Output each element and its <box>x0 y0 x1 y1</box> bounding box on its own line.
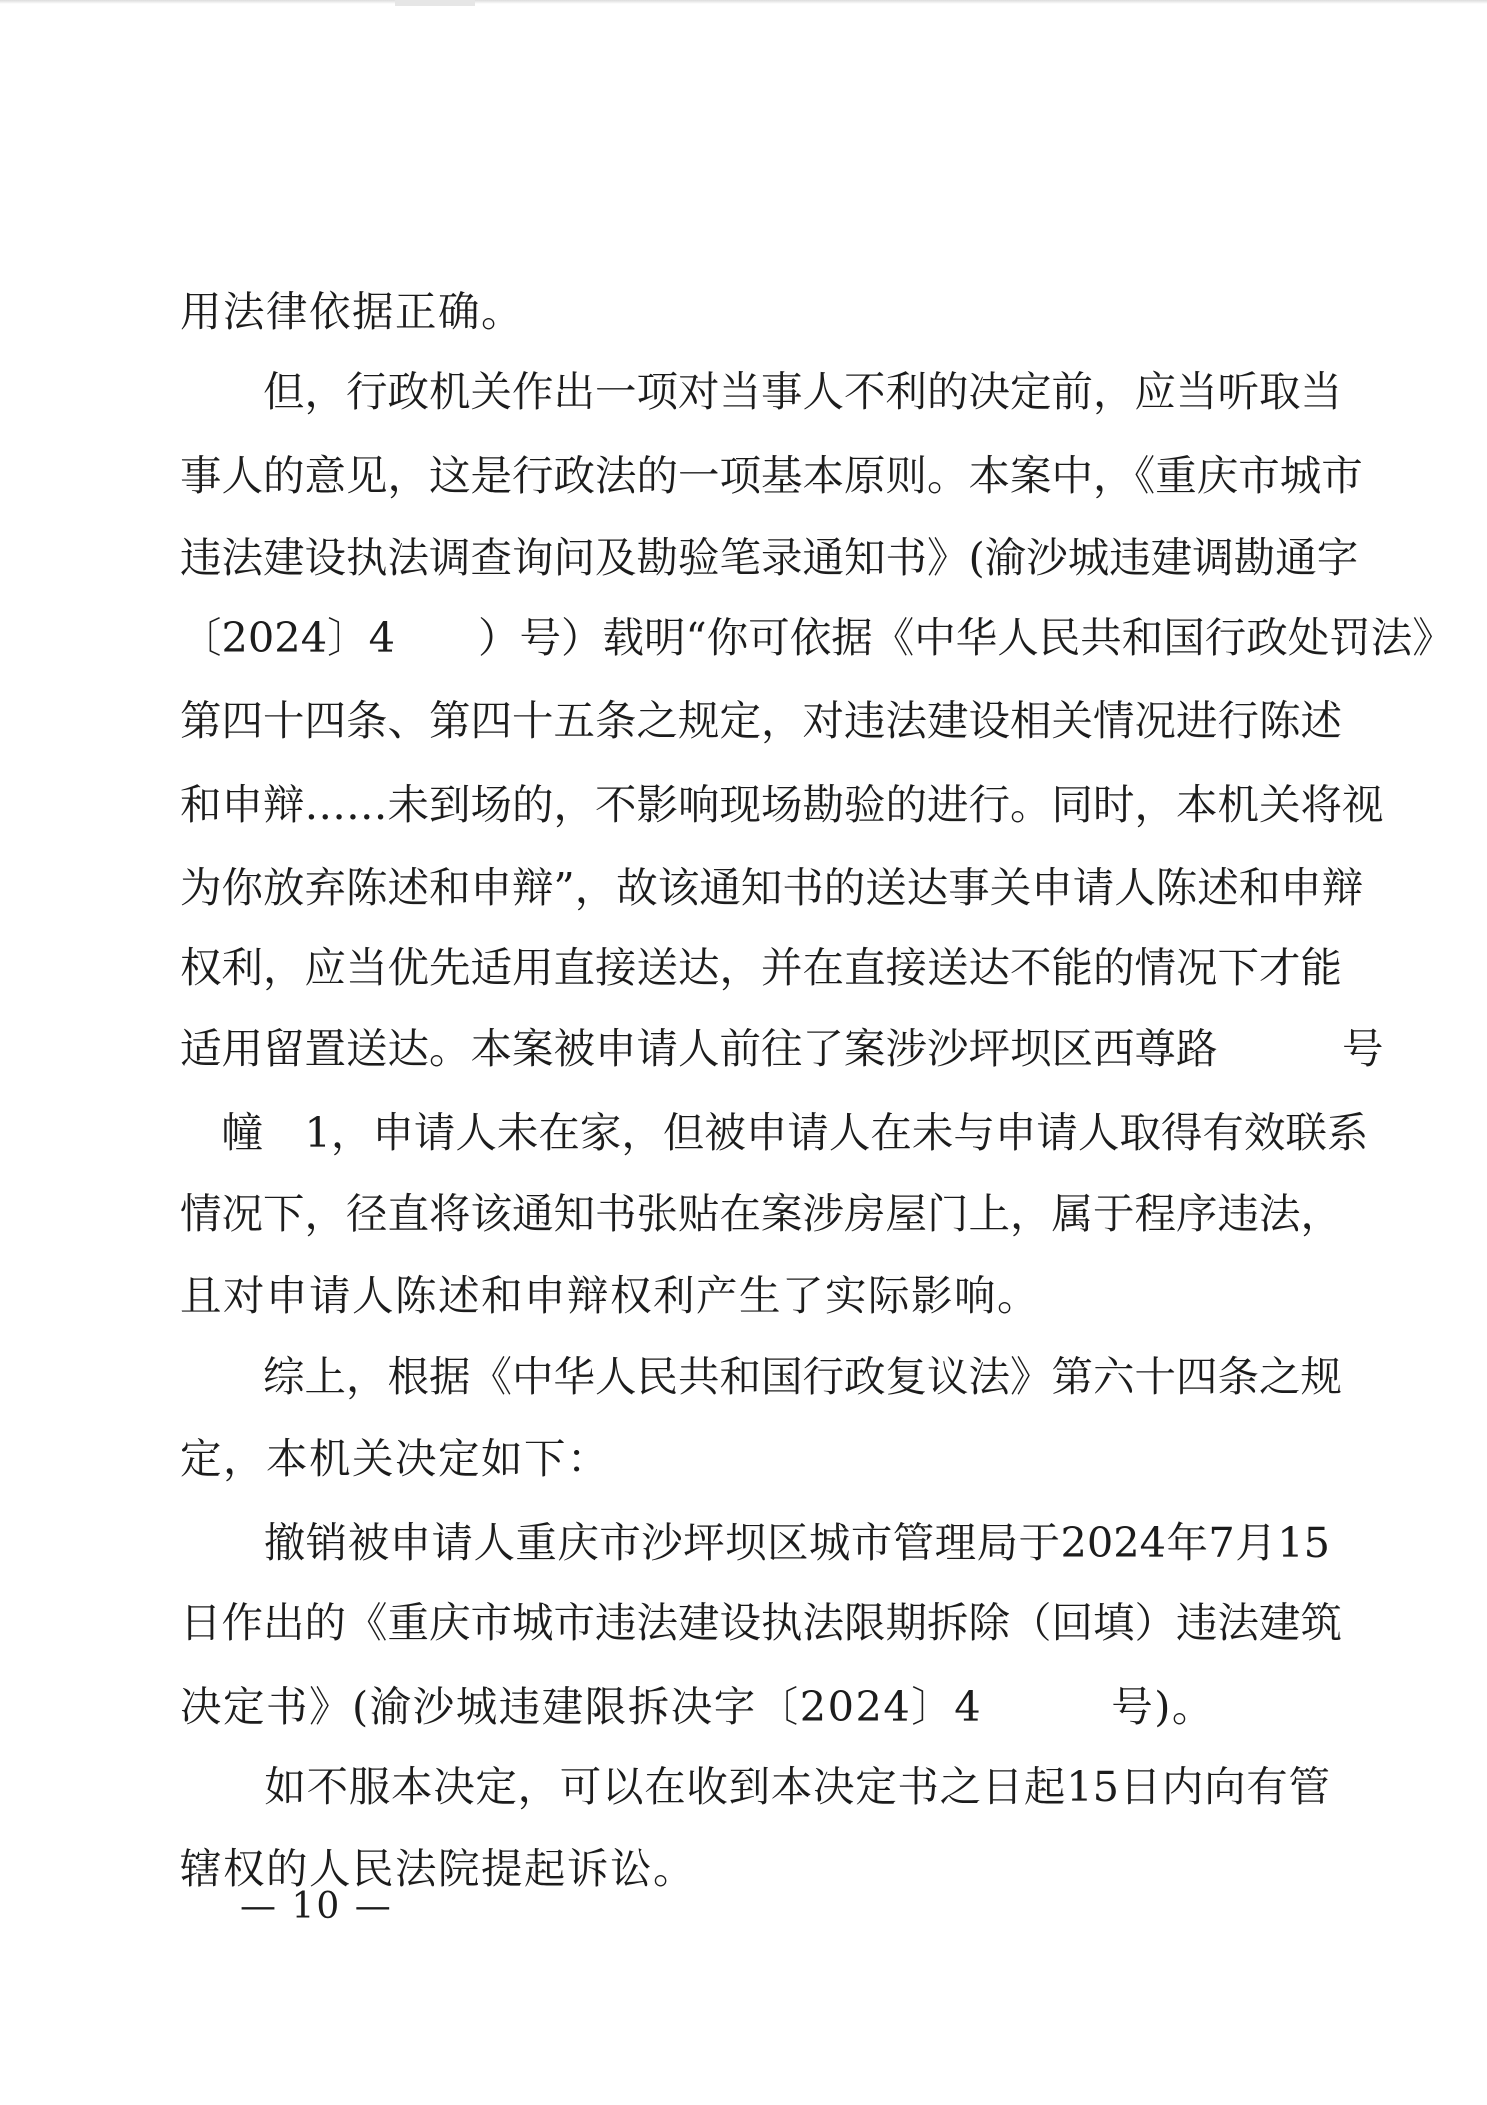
paragraph-line: 第四十四条、第四十五条之规定，对违法建设相关情况进行陈述 <box>180 696 1343 745</box>
paragraph-line: 撤销被申请人重庆市沙坪坝区城市管理局于2024年7月15 <box>180 1518 1330 1567</box>
paragraph-line: 综上，根据《中华人民共和国行政复议法》第六十四条之规 <box>180 1352 1343 1401</box>
paragraph-line: 如不服本决定，可以在收到本决定书之日起15日内向有管 <box>180 1762 1330 1811</box>
paragraph-line: 权利，应当优先适用直接送达，并在直接送达不能的情况下才能 <box>180 943 1343 992</box>
paragraph-line: 情况下，径直将该通知书张贴在案涉房屋门上，属于程序违法， <box>180 1189 1343 1238</box>
paragraph-line: 且对申请人陈述和申辩权利产生了实际影响。 <box>180 1271 1041 1320</box>
paragraph-line: 违法建设执法调查询问及勘验笔录通知书》(渝沙城违建调勘通字 <box>180 533 1359 582</box>
paragraph-line: 定，本机关决定如下： <box>180 1434 611 1483</box>
paragraph-line: 用法律依据正确。 <box>180 287 525 336</box>
paragraph-line: 但，行政机关作出一项对当事人不利的决定前，应当听取当 <box>180 367 1343 416</box>
page-top-edge <box>0 0 1487 4</box>
paragraph-line: 事人的意见，这是行政法的一项基本原则。本案中，《重庆市城市 <box>180 451 1363 500</box>
paragraph-line: 日作出的《重庆市城市违法建设执法限期拆除（回填）违法建筑 <box>180 1598 1343 1647</box>
scan-artifact <box>395 0 475 6</box>
paragraph-line: 适用留置送达。本案被申请人前往了案涉沙坪坝区西尊路 号 <box>180 1024 1384 1073</box>
paragraph-line: 〔2024〕4 ）号）载明“你可依据《中华人民共和国行政处罚法》 <box>180 613 1454 662</box>
paragraph-line: 为你放弃陈述和申辩”，故该通知书的送达事关申请人陈述和申辩 <box>180 863 1364 912</box>
paragraph-line: 决定书》(渝沙城违建限拆决字〔2024〕4 号)。 <box>180 1682 1215 1731</box>
paragraph-line: 辖权的人民法院提起诉讼。 <box>180 1844 697 1893</box>
paragraph-line: 和申辩……未到场的，不影响现场勘验的进行。同时，本机关将视 <box>180 780 1384 829</box>
paragraph-line: 幢 1，申请人未在家，但被申请人在未与申请人取得有效联系 <box>180 1108 1369 1157</box>
page-number: — 10 — <box>240 1886 393 1927</box>
